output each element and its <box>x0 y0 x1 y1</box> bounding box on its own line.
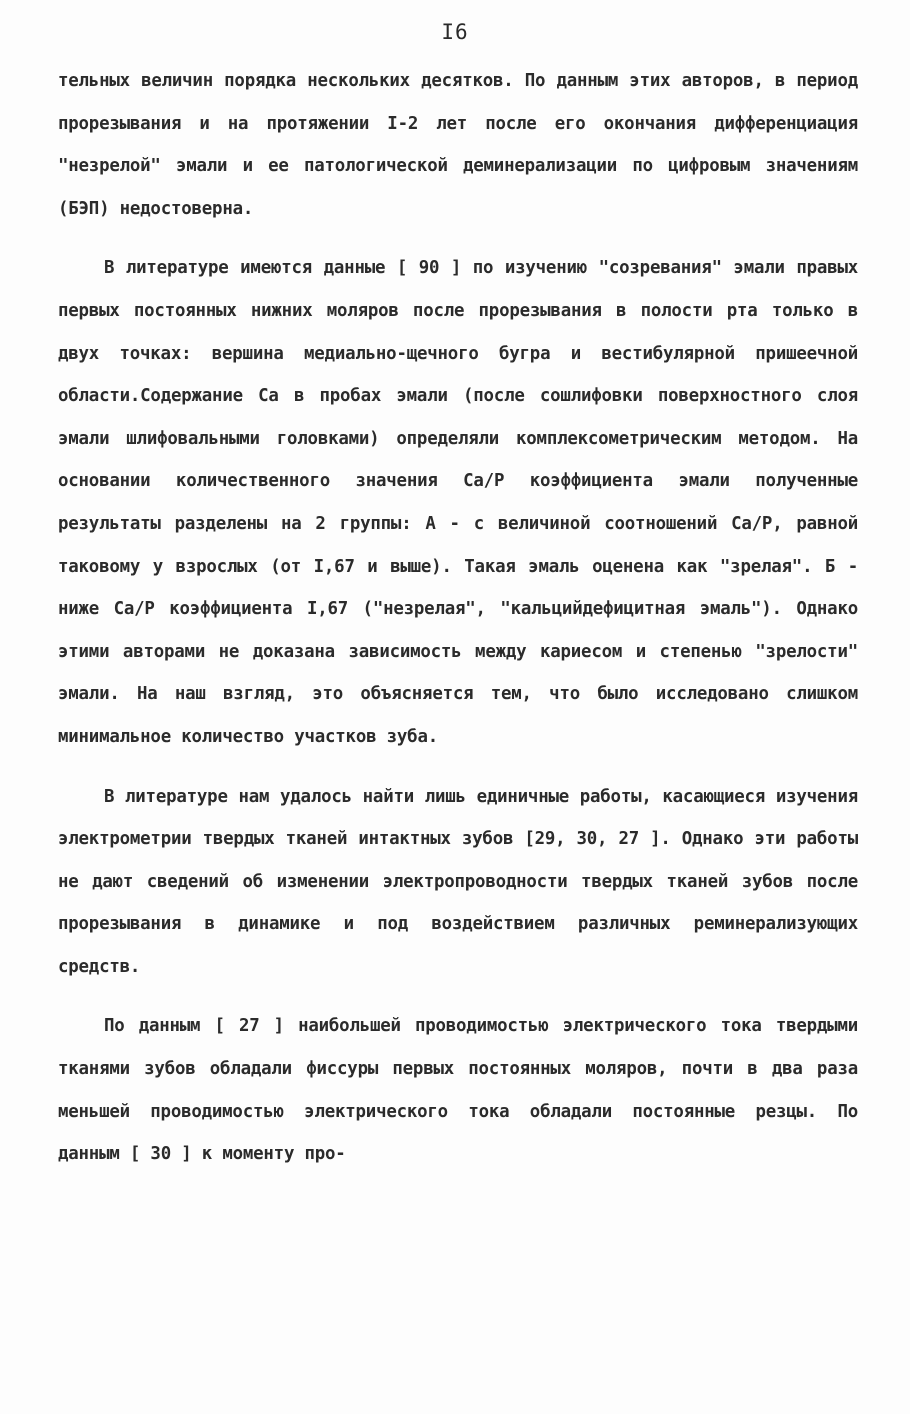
paragraph-continuation: тельных величин порядка нескольких десятков. По данным этих авторов, в период прорезывания и на протяжении I-2 лет после его окончания дифференциация "незрелой" эмали и ее патологической деминерализации по цифровым значениям (БЭП) недостоверна. <box>58 71 858 219</box>
body-text <box>58 60 858 1176</box>
paragraph-enamel-maturation: В литературе имеются данные [ 90 ] по изучению "созревания" эмали правых первых постоянных нижних моляров после прорезывания в полости рта только в двух точках: вершина медиально-щечного бугра и вестибулярной пришеечной области.Содержание Са в пробах эмали (после сошлифовки поверхностного слоя эмали шлифовальными головками) определяли комплексометрическим методом. На основании количественного значения Са/Р коэффициента эмали полученные результаты разделены на 2 группы: А - с величиной соотношений Са/Р, равной таковому у взрослых (от I,67 и выше). Такая эмаль оценена как "зрелая". Б - ниже Са/Р коэффициента I,67 ("незрелая", "кальцийдефицитная эмаль"). Однако этими авторами не доказана зависимость между кариесом и степенью "зрелости" эмали. На наш взгляд, это объясняется тем, что было исследовано слишком минимальное количество участков зуба. <box>58 258 858 747</box>
page-number: I6 <box>441 20 469 44</box>
paragraph-electrometry-literature: В литературе нам удалось найти лишь единичные работы, касающиеся изучения электрометрии твердых тканей интактных зубов [29, 30, 27 ]. Однако эти работы не дают сведений об изменении электропроводности твердых тканей зубов после прорезывания в динамике и под воздействием различных реминерализующих средств. <box>58 786 858 977</box>
paragraph-conductivity: По данным [ 27 ] наибольшей проводимостью электрического тока твердыми тканями зубов обладали фиссуры первых постоянных моляров, почти в два раза меньшей проводимостью электрического тока обладали постоянные резцы. По данным [ 30 ] к моменту про- <box>58 1016 858 1165</box>
